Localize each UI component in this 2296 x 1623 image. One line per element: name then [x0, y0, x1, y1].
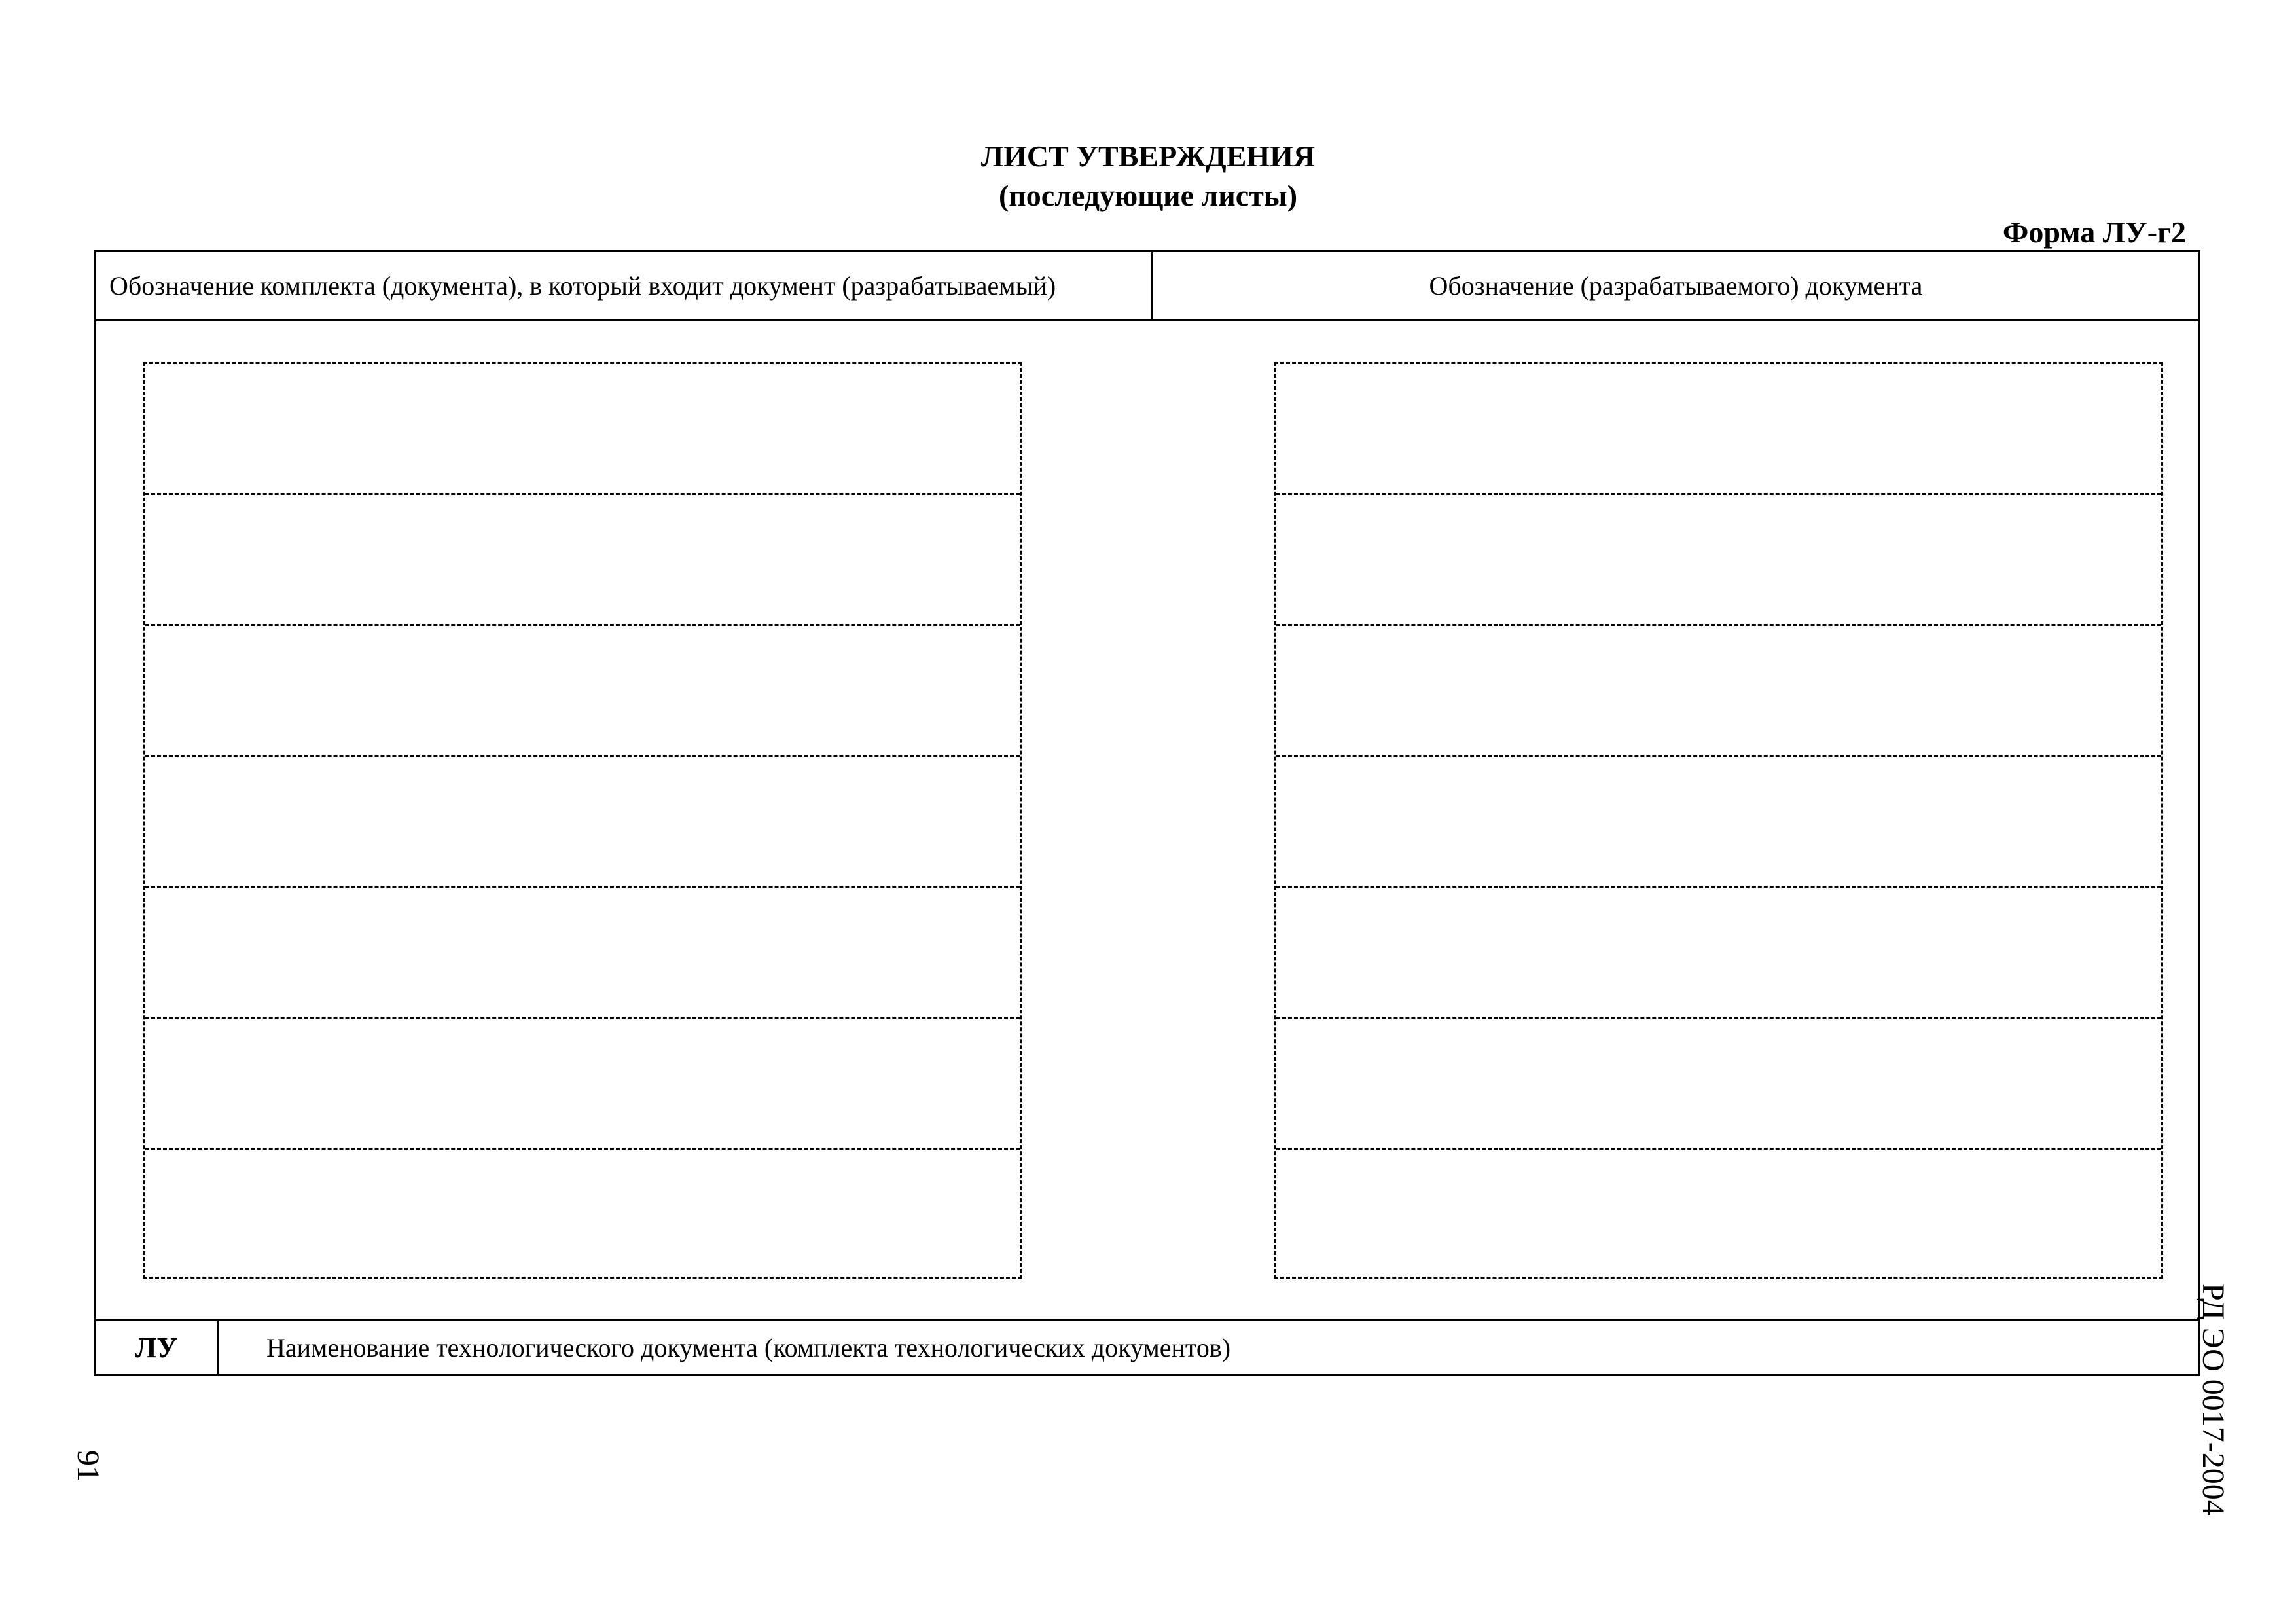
header-cell-kit-designation: Обозначение комплекта (документа), в который входит документ (разрабатываемый): [96, 252, 1153, 319]
form-header-row: [96, 252, 2198, 321]
left-signature-slot: [145, 1019, 1020, 1150]
approval-form-frame: [94, 250, 2200, 1376]
left-signature-slot: [145, 495, 1020, 626]
page-subtitle: (последующие листы): [998, 179, 1298, 212]
right-signature-slot: [1276, 888, 2161, 1019]
right-signature-slot: [1276, 1150, 2161, 1281]
right-signature-block: [1274, 362, 2163, 1279]
right-signature-slot: [1276, 626, 2161, 757]
right-signature-slot: [1276, 757, 2161, 888]
document-code: РД ЭО 0017-2004: [2196, 1283, 2231, 1516]
right-signature-slot: [1276, 495, 2161, 626]
footer-form-code: ЛУ: [96, 1321, 219, 1374]
left-signature-slot: [145, 888, 1020, 1019]
header-cell-document-designation: Обозначение (разрабатываемого) документа: [1429, 271, 1923, 301]
left-signature-block: [143, 362, 1022, 1279]
footer-document-name: Наименование технологического документа (комплекта технологических документов): [266, 1333, 1231, 1362]
left-signature-slot: [145, 626, 1020, 757]
right-signature-slot: [1276, 364, 2161, 495]
left-signature-slot: [145, 364, 1020, 495]
left-signature-slot: [145, 1150, 1020, 1281]
page-number: 91: [71, 1450, 105, 1482]
page-title: ЛИСТ УТВЕРЖДЕНИЯ: [980, 139, 1316, 173]
left-signature-slot: [145, 757, 1020, 888]
form-code: Форма ЛУ-г2: [2002, 215, 2186, 249]
right-signature-slot: [1276, 1019, 2161, 1150]
form-footer-row: [96, 1319, 2198, 1374]
